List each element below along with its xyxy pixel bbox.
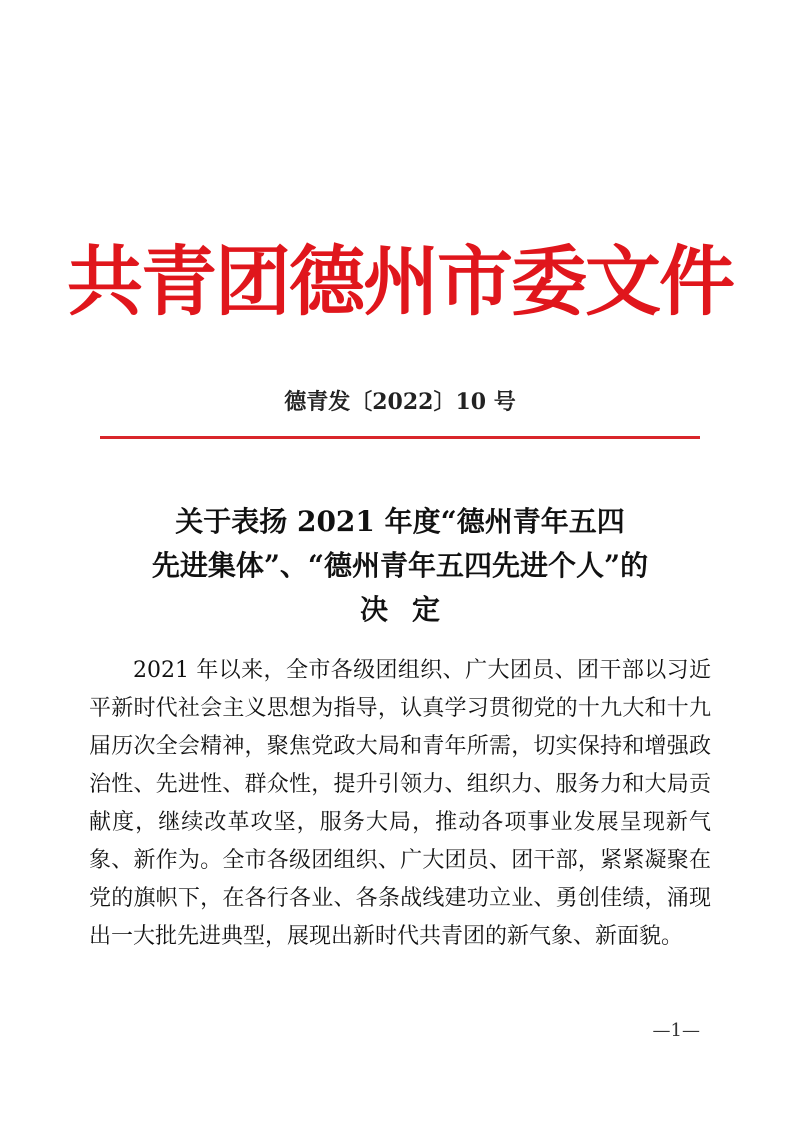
document-title-line-2: 先进集体”、“德州青年五四先进个人”的 xyxy=(151,549,649,582)
page-number: —1— xyxy=(652,1020,700,1041)
body-paragraph: 2021 年以来，全市各级团组织、广大团员、团干部以习近平新时代社会主义思想为指导，认真学习贯彻党的十九大和十九届历次全会精神，聚焦党政大局和青年所需，切实保持和增强政治性、先进性、群众性，提升引领力、组织力、服务力和大局贡献度，继续改革攻坚，服务大局，推动各项事业发展呈现新气象、新作为。全市各级团组织、广大团员、团干部，紧紧凝聚在党的旗帜下，在各行各业、各条战线建功立业、勇创佳绩，涌现出一大批先进典型，展现出新时代共青团的新气象、新面貌。 xyxy=(89,658,711,949)
document-title xyxy=(100,500,700,632)
document-title-line-3: 决定 xyxy=(359,593,464,626)
masthead-title: 共青团德州市委文件 xyxy=(67,237,733,326)
red-divider-rule xyxy=(100,436,700,439)
document-title-line-1: 关于表扬 2021 年度“德州青年五四 xyxy=(175,505,625,538)
document-number: 德青发〔2022〕10 号 xyxy=(284,389,516,415)
